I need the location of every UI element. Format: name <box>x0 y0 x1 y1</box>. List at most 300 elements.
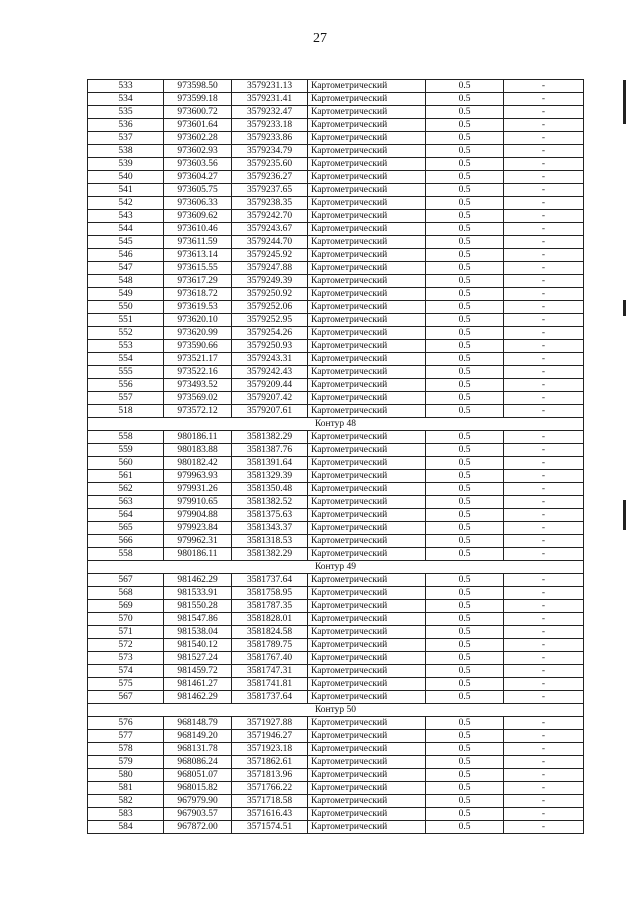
point-number: 563 <box>88 496 164 509</box>
method-cell: Картометрический <box>308 600 426 613</box>
y-coordinate: 3579250.93 <box>232 340 308 353</box>
x-coordinate: 973603.56 <box>164 158 232 171</box>
accuracy-cell: 0.5 <box>426 392 504 405</box>
table-row <box>88 613 584 626</box>
x-coordinate: 973606.33 <box>164 197 232 210</box>
note-cell: - <box>504 535 584 548</box>
point-number: 547 <box>88 262 164 275</box>
y-coordinate: 3579252.95 <box>232 314 308 327</box>
note-cell: - <box>504 184 584 197</box>
method-cell: Картометрический <box>308 717 426 730</box>
note-cell: - <box>504 171 584 184</box>
table-row <box>88 379 584 392</box>
method-cell: Картометрический <box>308 145 426 158</box>
table-row <box>88 821 584 834</box>
x-coordinate: 973620.10 <box>164 314 232 327</box>
y-coordinate: 3581767.40 <box>232 652 308 665</box>
x-coordinate: 968015.82 <box>164 782 232 795</box>
note-cell: - <box>504 808 584 821</box>
point-number: 540 <box>88 171 164 184</box>
accuracy-cell: 0.5 <box>426 652 504 665</box>
x-coordinate: 973613.14 <box>164 249 232 262</box>
x-coordinate: 979963.93 <box>164 470 232 483</box>
accuracy-cell: 0.5 <box>426 795 504 808</box>
method-cell: Картометрический <box>308 470 426 483</box>
point-number: 565 <box>88 522 164 535</box>
table-row <box>88 197 584 210</box>
accuracy-cell: 0.5 <box>426 717 504 730</box>
y-coordinate: 3571574.51 <box>232 821 308 834</box>
accuracy-cell: 0.5 <box>426 444 504 457</box>
x-coordinate: 979962.31 <box>164 535 232 548</box>
y-coordinate: 3581758.95 <box>232 587 308 600</box>
accuracy-cell: 0.5 <box>426 639 504 652</box>
table-row <box>88 808 584 821</box>
note-cell: - <box>504 431 584 444</box>
accuracy-cell: 0.5 <box>426 340 504 353</box>
method-cell: Картометрический <box>308 756 426 769</box>
point-number: 556 <box>88 379 164 392</box>
point-number: 573 <box>88 652 164 665</box>
point-number: 550 <box>88 301 164 314</box>
point-number: 553 <box>88 340 164 353</box>
x-coordinate: 973601.64 <box>164 119 232 132</box>
note-cell: - <box>504 457 584 470</box>
x-coordinate: 973493.52 <box>164 379 232 392</box>
table-row <box>88 444 584 457</box>
method-cell: Картометрический <box>308 119 426 132</box>
table-row <box>88 210 584 223</box>
note-cell: - <box>504 197 584 210</box>
method-cell: Картометрический <box>308 652 426 665</box>
table-row <box>88 145 584 158</box>
table-row <box>88 288 584 301</box>
table-row <box>88 236 584 249</box>
point-number: 578 <box>88 743 164 756</box>
x-coordinate: 980183.88 <box>164 444 232 457</box>
method-cell: Картометрический <box>308 106 426 119</box>
y-coordinate: 3579238.35 <box>232 197 308 210</box>
method-cell: Картометрический <box>308 457 426 470</box>
note-cell: - <box>504 548 584 561</box>
method-cell: Картометрический <box>308 626 426 639</box>
x-coordinate: 973521.17 <box>164 353 232 366</box>
note-cell: - <box>504 327 584 340</box>
point-number: 551 <box>88 314 164 327</box>
accuracy-cell: 0.5 <box>426 587 504 600</box>
point-number: 535 <box>88 106 164 119</box>
method-cell: Картометрический <box>308 548 426 561</box>
x-coordinate: 973615.55 <box>164 262 232 275</box>
point-number: 574 <box>88 665 164 678</box>
point-number: 542 <box>88 197 164 210</box>
accuracy-cell: 0.5 <box>426 743 504 756</box>
table-row <box>88 522 584 535</box>
table-row <box>88 171 584 184</box>
x-coordinate: 980186.11 <box>164 548 232 561</box>
contour-label: Контур 48 <box>88 418 584 431</box>
note-cell: - <box>504 236 584 249</box>
y-coordinate: 3581737.64 <box>232 574 308 587</box>
table-row <box>88 262 584 275</box>
y-coordinate: 3579209.44 <box>232 379 308 392</box>
method-cell: Картометрический <box>308 327 426 340</box>
y-coordinate: 3579234.79 <box>232 145 308 158</box>
note-cell: - <box>504 639 584 652</box>
x-coordinate: 979931.26 <box>164 483 232 496</box>
y-coordinate: 3579242.70 <box>232 210 308 223</box>
y-coordinate: 3579252.06 <box>232 301 308 314</box>
method-cell: Картометрический <box>308 366 426 379</box>
margin-bar <box>623 300 626 316</box>
point-number: 533 <box>88 80 164 93</box>
method-cell: Картометрический <box>308 275 426 288</box>
accuracy-cell: 0.5 <box>426 548 504 561</box>
y-coordinate: 3579245.92 <box>232 249 308 262</box>
point-number: 564 <box>88 509 164 522</box>
x-coordinate: 973598.50 <box>164 80 232 93</box>
point-number: 580 <box>88 769 164 782</box>
accuracy-cell: 0.5 <box>426 106 504 119</box>
x-coordinate: 973569.02 <box>164 392 232 405</box>
method-cell: Картометрический <box>308 93 426 106</box>
point-number: 575 <box>88 678 164 691</box>
note-cell: - <box>504 496 584 509</box>
margin-bar <box>623 500 626 530</box>
method-cell: Картометрический <box>308 808 426 821</box>
point-number: 561 <box>88 470 164 483</box>
table-row <box>88 457 584 470</box>
x-coordinate: 979923.84 <box>164 522 232 535</box>
note-cell: - <box>504 665 584 678</box>
y-coordinate: 3581828.01 <box>232 613 308 626</box>
method-cell: Картометрический <box>308 301 426 314</box>
page-number: 27 <box>313 31 327 46</box>
y-coordinate: 3581787.35 <box>232 600 308 613</box>
x-coordinate: 968149.20 <box>164 730 232 743</box>
accuracy-cell: 0.5 <box>426 262 504 275</box>
y-coordinate: 3581329.39 <box>232 470 308 483</box>
x-coordinate: 973620.99 <box>164 327 232 340</box>
x-coordinate: 973604.27 <box>164 171 232 184</box>
accuracy-cell: 0.5 <box>426 678 504 691</box>
point-number: 567 <box>88 691 164 704</box>
x-coordinate: 981527.24 <box>164 652 232 665</box>
point-number: 582 <box>88 795 164 808</box>
method-cell: Картометрический <box>308 730 426 743</box>
y-coordinate: 3579235.60 <box>232 158 308 171</box>
point-number: 558 <box>88 548 164 561</box>
accuracy-cell: 0.5 <box>426 366 504 379</box>
accuracy-cell: 0.5 <box>426 145 504 158</box>
accuracy-cell: 0.5 <box>426 184 504 197</box>
point-number: 545 <box>88 236 164 249</box>
x-coordinate: 981462.29 <box>164 691 232 704</box>
point-number: 562 <box>88 483 164 496</box>
y-coordinate: 3579242.43 <box>232 366 308 379</box>
note-cell: - <box>504 145 584 158</box>
note-cell: - <box>504 158 584 171</box>
table-row <box>88 132 584 145</box>
table-row <box>88 769 584 782</box>
y-coordinate: 3579250.92 <box>232 288 308 301</box>
method-cell: Картометрический <box>308 483 426 496</box>
table-row <box>88 470 584 483</box>
y-coordinate: 3571813.96 <box>232 769 308 782</box>
y-coordinate: 3581789.75 <box>232 639 308 652</box>
table-row <box>88 756 584 769</box>
method-cell: Картометрический <box>308 782 426 795</box>
y-coordinate: 3581375.63 <box>232 509 308 522</box>
accuracy-cell: 0.5 <box>426 249 504 262</box>
note-cell: - <box>504 392 584 405</box>
point-number: 538 <box>88 145 164 158</box>
point-number: 567 <box>88 574 164 587</box>
note-cell: - <box>504 340 584 353</box>
y-coordinate: 3581824.58 <box>232 626 308 639</box>
table-row <box>88 366 584 379</box>
note-cell: - <box>504 275 584 288</box>
accuracy-cell: 0.5 <box>426 93 504 106</box>
x-coordinate: 979904.88 <box>164 509 232 522</box>
note-cell: - <box>504 600 584 613</box>
note-cell: - <box>504 93 584 106</box>
note-cell: - <box>504 769 584 782</box>
method-cell: Картометрический <box>308 197 426 210</box>
y-coordinate: 3571718.58 <box>232 795 308 808</box>
table-row <box>88 782 584 795</box>
table-row <box>88 626 584 639</box>
y-coordinate: 3579244.70 <box>232 236 308 249</box>
point-number: 571 <box>88 626 164 639</box>
table-row <box>88 639 584 652</box>
point-number: 546 <box>88 249 164 262</box>
accuracy-cell: 0.5 <box>426 379 504 392</box>
y-coordinate: 3579237.65 <box>232 184 308 197</box>
accuracy-cell: 0.5 <box>426 301 504 314</box>
accuracy-cell: 0.5 <box>426 535 504 548</box>
x-coordinate: 967979.90 <box>164 795 232 808</box>
method-cell: Картометрический <box>308 158 426 171</box>
y-coordinate: 3579232.47 <box>232 106 308 119</box>
accuracy-cell: 0.5 <box>426 574 504 587</box>
accuracy-cell: 0.5 <box>426 613 504 626</box>
accuracy-cell: 0.5 <box>426 509 504 522</box>
x-coordinate: 981459.72 <box>164 665 232 678</box>
y-coordinate: 3579254.26 <box>232 327 308 340</box>
accuracy-cell: 0.5 <box>426 132 504 145</box>
table-row <box>88 431 584 444</box>
accuracy-cell: 0.5 <box>426 483 504 496</box>
x-coordinate: 968148.79 <box>164 717 232 730</box>
note-cell: - <box>504 210 584 223</box>
method-cell: Картометрический <box>308 379 426 392</box>
method-cell: Картометрический <box>308 236 426 249</box>
method-cell: Картометрический <box>308 691 426 704</box>
method-cell: Картометрический <box>308 522 426 535</box>
coordinates-table <box>87 79 584 834</box>
note-cell: - <box>504 821 584 834</box>
table-row <box>88 665 584 678</box>
note-cell: - <box>504 223 584 236</box>
table-row <box>88 535 584 548</box>
y-coordinate: 3579236.27 <box>232 171 308 184</box>
accuracy-cell: 0.5 <box>426 730 504 743</box>
note-cell: - <box>504 353 584 366</box>
x-coordinate: 980182.42 <box>164 457 232 470</box>
note-cell: - <box>504 743 584 756</box>
method-cell: Картометрический <box>308 665 426 678</box>
table-row <box>88 392 584 405</box>
y-coordinate: 3571766.22 <box>232 782 308 795</box>
table-row <box>88 483 584 496</box>
x-coordinate: 980186.11 <box>164 431 232 444</box>
point-number: 544 <box>88 223 164 236</box>
table-row <box>88 548 584 561</box>
accuracy-cell: 0.5 <box>426 158 504 171</box>
x-coordinate: 979910.65 <box>164 496 232 509</box>
point-number: 560 <box>88 457 164 470</box>
y-coordinate: 3581382.29 <box>232 548 308 561</box>
table-row <box>88 301 584 314</box>
x-coordinate: 973599.18 <box>164 93 232 106</box>
method-cell: Картометрический <box>308 223 426 236</box>
point-number: 568 <box>88 587 164 600</box>
y-coordinate: 3579231.41 <box>232 93 308 106</box>
method-cell: Картометрический <box>308 587 426 600</box>
y-coordinate: 3571616.43 <box>232 808 308 821</box>
note-cell: - <box>504 626 584 639</box>
method-cell: Картометрический <box>308 405 426 418</box>
x-coordinate: 973590.66 <box>164 340 232 353</box>
note-cell: - <box>504 262 584 275</box>
point-number: 541 <box>88 184 164 197</box>
method-cell: Картометрический <box>308 262 426 275</box>
method-cell: Картометрический <box>308 639 426 652</box>
point-number: 554 <box>88 353 164 366</box>
table-row <box>88 509 584 522</box>
accuracy-cell: 0.5 <box>426 275 504 288</box>
y-coordinate: 3581391.64 <box>232 457 308 470</box>
table-row <box>88 717 584 730</box>
table-row <box>88 80 584 93</box>
point-number: 537 <box>88 132 164 145</box>
table-row <box>88 587 584 600</box>
method-cell: Картометрический <box>308 288 426 301</box>
method-cell: Картометрический <box>308 496 426 509</box>
accuracy-cell: 0.5 <box>426 210 504 223</box>
accuracy-cell: 0.5 <box>426 808 504 821</box>
accuracy-cell: 0.5 <box>426 314 504 327</box>
contour-label: Контур 49 <box>88 561 584 574</box>
y-coordinate: 3581387.76 <box>232 444 308 457</box>
method-cell: Картометрический <box>308 184 426 197</box>
note-cell: - <box>504 678 584 691</box>
contour-label: Контур 50 <box>88 704 584 717</box>
note-cell: - <box>504 119 584 132</box>
table-row <box>88 743 584 756</box>
method-cell: Картометрический <box>308 171 426 184</box>
method-cell: Картометрический <box>308 210 426 223</box>
table-row <box>88 314 584 327</box>
x-coordinate: 981550.28 <box>164 600 232 613</box>
contour-header-row <box>88 704 584 717</box>
method-cell: Картометрический <box>308 353 426 366</box>
accuracy-cell: 0.5 <box>426 496 504 509</box>
accuracy-cell: 0.5 <box>426 353 504 366</box>
note-cell: - <box>504 249 584 262</box>
method-cell: Картометрический <box>308 444 426 457</box>
x-coordinate: 981462.29 <box>164 574 232 587</box>
note-cell: - <box>504 613 584 626</box>
note-cell: - <box>504 652 584 665</box>
accuracy-cell: 0.5 <box>426 80 504 93</box>
method-cell: Картометрический <box>308 743 426 756</box>
method-cell: Картометрический <box>308 132 426 145</box>
y-coordinate: 3571927.88 <box>232 717 308 730</box>
note-cell: - <box>504 405 584 418</box>
y-coordinate: 3579207.61 <box>232 405 308 418</box>
table-row <box>88 119 584 132</box>
point-number: 539 <box>88 158 164 171</box>
x-coordinate: 973572.12 <box>164 405 232 418</box>
table-row <box>88 691 584 704</box>
y-coordinate: 3581350.48 <box>232 483 308 496</box>
point-number: 570 <box>88 613 164 626</box>
accuracy-cell: 0.5 <box>426 236 504 249</box>
y-coordinate: 3579231.13 <box>232 80 308 93</box>
table-row <box>88 405 584 418</box>
x-coordinate: 981547.86 <box>164 613 232 626</box>
accuracy-cell: 0.5 <box>426 821 504 834</box>
accuracy-cell: 0.5 <box>426 327 504 340</box>
method-cell: Картометрический <box>308 249 426 262</box>
x-coordinate: 967903.57 <box>164 808 232 821</box>
note-cell: - <box>504 366 584 379</box>
point-number: 518 <box>88 405 164 418</box>
y-coordinate: 3579207.42 <box>232 392 308 405</box>
x-coordinate: 981533.91 <box>164 587 232 600</box>
accuracy-cell: 0.5 <box>426 431 504 444</box>
x-coordinate: 968086.24 <box>164 756 232 769</box>
x-coordinate: 973617.29 <box>164 275 232 288</box>
note-cell: - <box>504 106 584 119</box>
x-coordinate: 973602.93 <box>164 145 232 158</box>
contour-header-row <box>88 561 584 574</box>
y-coordinate: 3581382.52 <box>232 496 308 509</box>
method-cell: Картометрический <box>308 821 426 834</box>
note-cell: - <box>504 522 584 535</box>
x-coordinate: 973605.75 <box>164 184 232 197</box>
table-row <box>88 652 584 665</box>
accuracy-cell: 0.5 <box>426 197 504 210</box>
y-coordinate: 3581343.37 <box>232 522 308 535</box>
note-cell: - <box>504 301 584 314</box>
table-body <box>88 80 584 834</box>
table-row <box>88 678 584 691</box>
table-row <box>88 275 584 288</box>
table-row <box>88 795 584 808</box>
method-cell: Картометрический <box>308 769 426 782</box>
y-coordinate: 3581318.53 <box>232 535 308 548</box>
accuracy-cell: 0.5 <box>426 405 504 418</box>
table-row <box>88 223 584 236</box>
table-row <box>88 340 584 353</box>
y-coordinate: 3571946.27 <box>232 730 308 743</box>
accuracy-cell: 0.5 <box>426 223 504 236</box>
note-cell: - <box>504 80 584 93</box>
table-row <box>88 574 584 587</box>
